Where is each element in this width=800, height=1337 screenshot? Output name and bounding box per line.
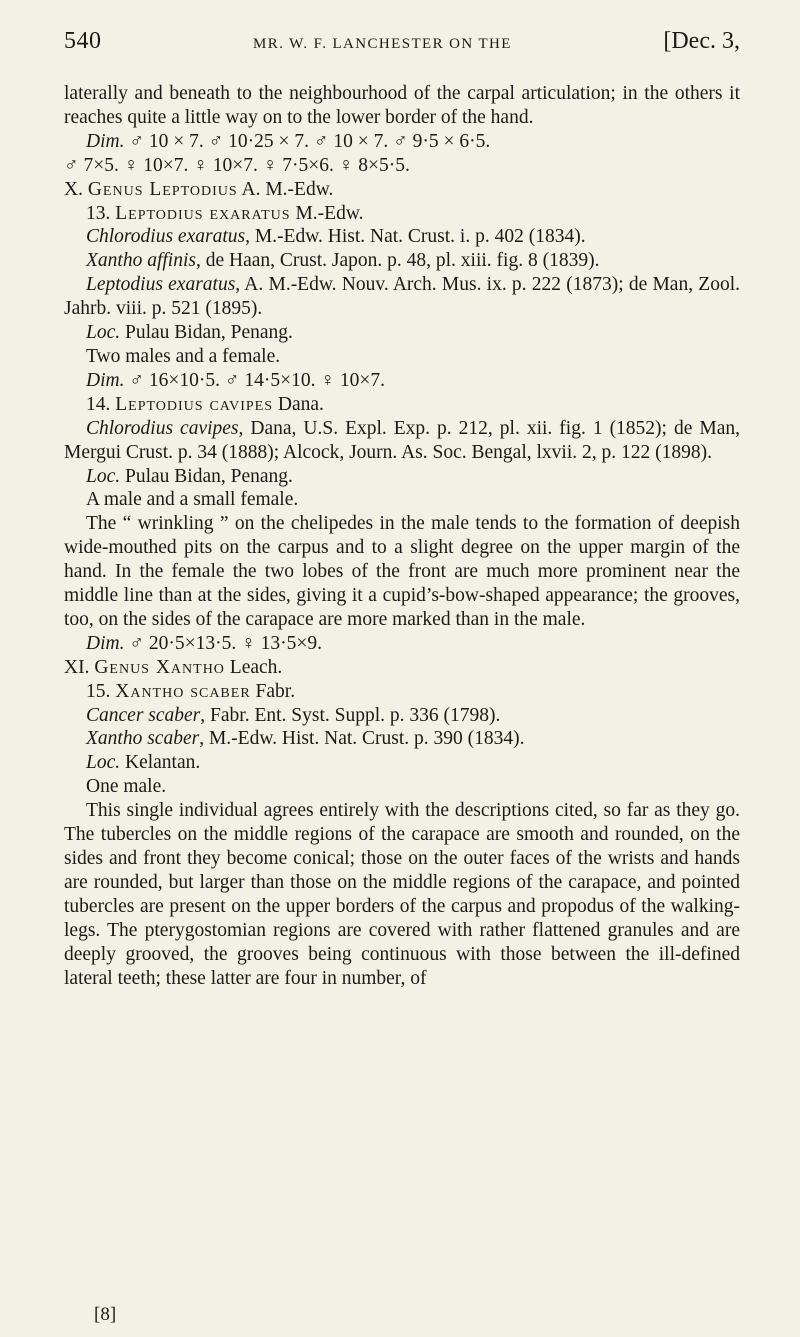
dim-label: Dim.	[86, 632, 125, 654]
species-heading-14	[64, 393, 740, 417]
species-heading-13	[64, 202, 740, 226]
species-number: 13.	[86, 202, 116, 224]
synonym-ref: , M.-Edw. Hist. Nat. Crust. i. p. 402 (1834).	[245, 226, 586, 248]
locality-14	[64, 465, 740, 489]
synonym-ref: , Dana, U.S. Expl. Exp. p. 212, pl. xii. fig. 1 (1852); de Man, Mergui Crust. p. 34 (1888); Alcock, Journ. As. Soc. Bengal, lxvii. 2, p. 122 (1898).	[64, 417, 740, 463]
synonym-15-1	[64, 704, 740, 728]
species-heading-15	[64, 680, 740, 704]
running-header	[64, 28, 740, 68]
species-number: 15.	[86, 680, 116, 702]
species-authority: Fabr.	[250, 680, 296, 702]
synonym-name: Cancer scaber	[86, 704, 201, 726]
intro-dimensions-2: ♂ 7×5. ♀ 10×7. ♀ 10×7. ♀ 7·5×6. ♀ 8×5·5.	[64, 154, 410, 176]
species-name: Leptodius cavipes	[115, 393, 273, 415]
species-name: Leptodius exaratus	[115, 202, 291, 224]
dim-label: Dim.	[86, 369, 125, 391]
synonym-14-1	[64, 417, 740, 465]
synonym-13-3	[64, 273, 740, 321]
species-name: Xantho scaber	[115, 680, 251, 702]
page-body	[64, 82, 740, 990]
genus-name: Genus Leptodius	[87, 178, 238, 200]
synonym-ref: , M.-Edw. Hist. Nat. Crust. p. 390 (1834).	[199, 728, 525, 750]
loc-value: Kelantan.	[120, 752, 201, 774]
synonym-name: Chlorodius exaratus	[86, 226, 246, 248]
page-number: 540	[64, 28, 102, 54]
synonym-name: Xantho scaber	[86, 728, 200, 750]
loc-value: Pulau Bidan, Penang.	[120, 465, 293, 487]
synonym-13-2	[64, 249, 740, 273]
intro-dimensions	[64, 130, 740, 154]
specimens-13: Two males and a female.	[86, 345, 281, 367]
locality-15	[64, 751, 740, 775]
locality-13	[64, 321, 740, 345]
genus-heading-x	[64, 178, 740, 202]
specimens-14: A male and a small female.	[86, 489, 299, 511]
loc-label: Loc.	[86, 752, 121, 774]
synonym-ref: , Fabr. Ent. Syst. Suppl. p. 336 (1798).	[200, 704, 501, 726]
species-number: 14.	[86, 393, 116, 415]
page	[64, 28, 740, 990]
dimensions-13	[64, 369, 740, 393]
dim-label: Dim.	[86, 130, 125, 152]
genus-authority: A. M.-Edw.	[237, 178, 334, 200]
dim-values-1: ♂ 10 × 7. ♂ 10·25 × 7. ♂ 10 × 7. ♂ 9·5 × 6·5.	[124, 130, 491, 152]
specimens-15: One male.	[86, 776, 167, 798]
species-authority: M.-Edw.	[290, 202, 364, 224]
description-14: The “ wrinkling ” on the chelipedes in the male tends to the formation of deepish wide-mouthed pits on the carpus and to a slight degree on the upper margin of the hand. In the female the two lobes of the front are much more prominent near the middle line than at the sides, giving it a cupid’s-bow-shaped appearance; the grooves, too, on the sides of the carapace are more marked than in the male.	[64, 513, 740, 630]
description-15: This single individual agrees entirely with the descriptions cited, so far as they go. The tubercles on the middle regions of the carapace are smooth and rounded, on the sides and front they become conical; those on the outer faces of the wrists and hands are rounded, but larger than those on the middle regions of the carapace, and pointed tubercles are present on the upper borders of the carpus and propodus of the walking-legs. The pterygostomian regions are covered with rather flattened granules and are deeply grooved, the grooves being continuous with those between the ill-defined lateral teeth; these latter are four in number, of	[64, 800, 740, 989]
dimensions-14	[64, 632, 740, 656]
signature-mark: [8]	[94, 1304, 117, 1325]
loc-label: Loc.	[86, 322, 121, 344]
species-authority: Dana.	[273, 393, 324, 415]
dim-values: ♂ 20·5×13·5. ♀ 13·5×9.	[124, 632, 322, 654]
synonym-name: Xantho affinis	[86, 250, 196, 272]
genus-name: Genus Xantho	[94, 656, 225, 678]
loc-label: Loc.	[86, 465, 121, 487]
synonym-name: Chlorodius cavipes	[86, 417, 239, 439]
loc-value: Pulau Bidan, Penang.	[120, 322, 293, 344]
genus-authority: Leach.	[224, 656, 283, 678]
intro-paragraph: laterally and beneath to the neighbourhood of the carpal articulation; in the others it reaches quite a little way on to the lower border of the hand.	[64, 83, 740, 128]
synonym-ref: , de Haan, Crust. Japon. p. 48, pl. xiii. fig. 8 (1839).	[195, 250, 600, 272]
synonym-ref: , A. M.-Edw. Nouv. Arch. Mus. ix. p. 222 (1873); de Man, Zool. Jahrb. viii. p. 521 (1895).	[64, 274, 740, 320]
header-date: [Dec. 3,	[663, 28, 740, 54]
running-head: MR. W. F. LANCHESTER ON THE	[253, 36, 512, 52]
genus-number: XI.	[64, 656, 95, 678]
dim-values: ♂ 16×10·5. ♂ 14·5×10. ♀ 10×7.	[124, 369, 385, 391]
synonym-name: Leptodius exaratus	[86, 274, 236, 296]
genus-heading-xi	[64, 656, 740, 680]
genus-number: X.	[64, 178, 88, 200]
synonym-13-1	[64, 225, 740, 249]
synonym-15-2	[64, 727, 740, 751]
